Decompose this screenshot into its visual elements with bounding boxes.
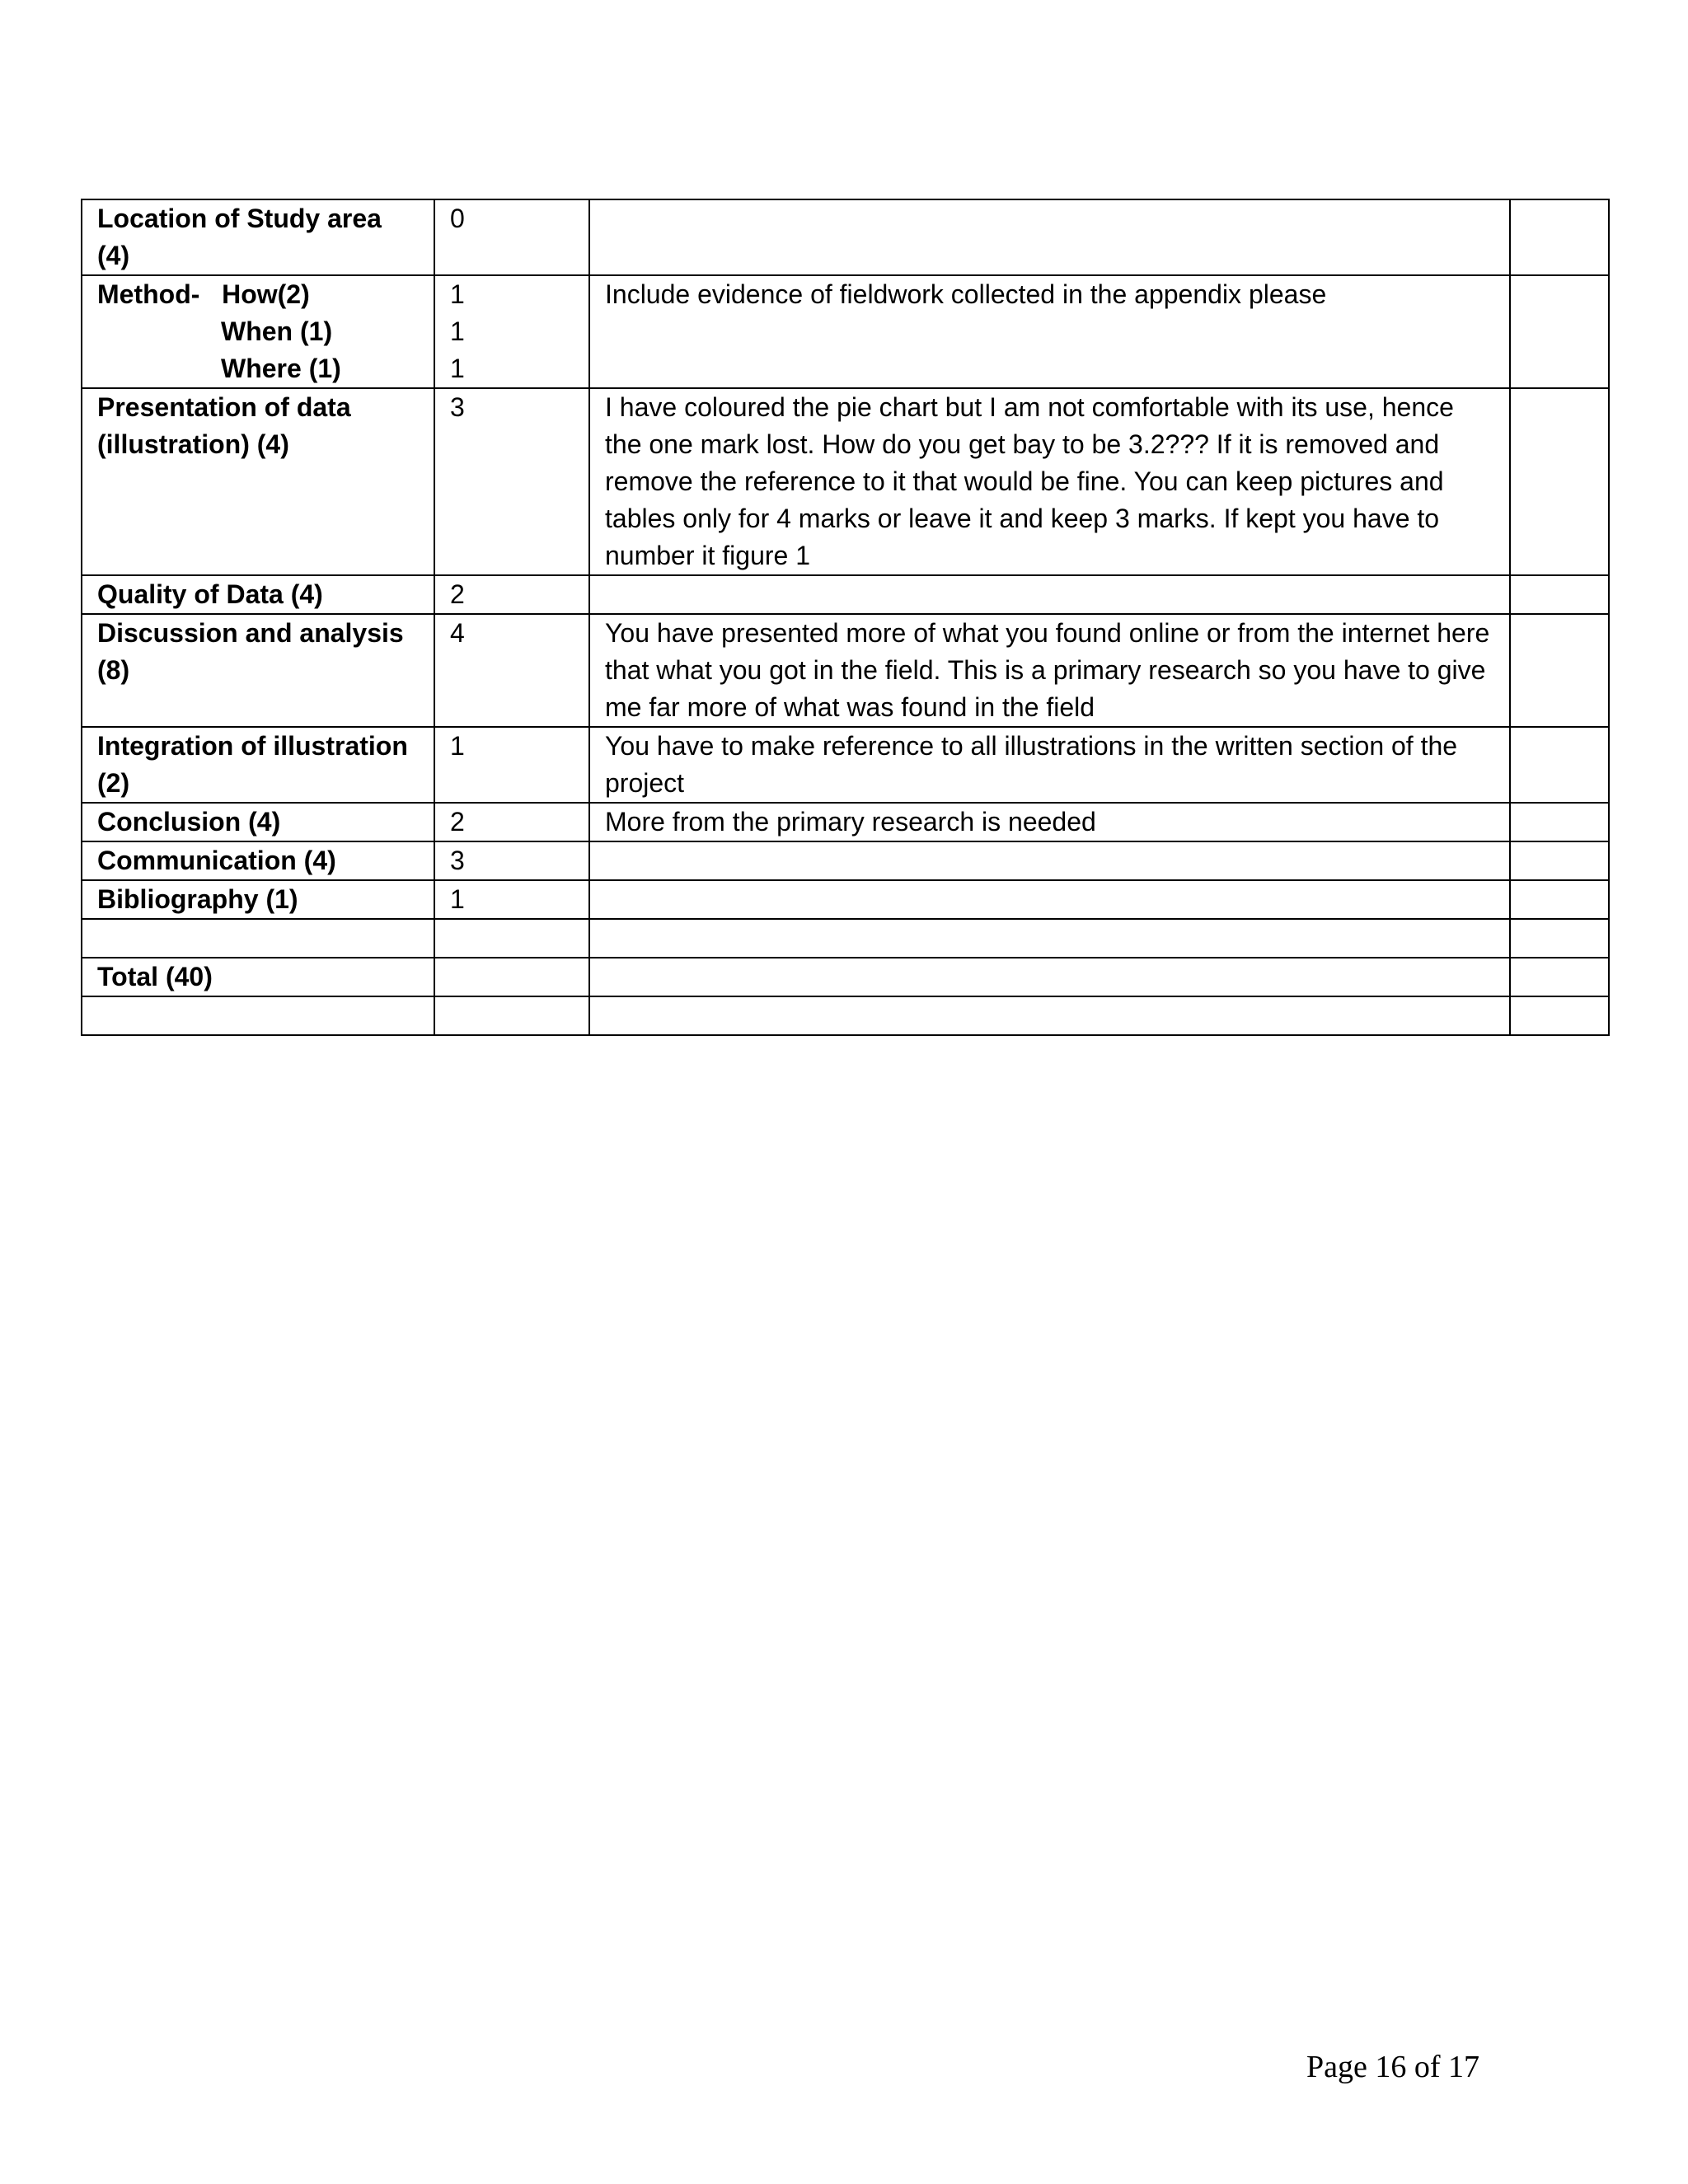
table-row <box>82 803 1609 841</box>
criterion-cell <box>82 996 434 1035</box>
comment-cell <box>589 880 1510 919</box>
score-where: 1 <box>450 354 465 383</box>
method-where: Where (1) <box>221 354 341 383</box>
method-when: When (1) <box>221 316 333 346</box>
extra-cell <box>1510 958 1609 996</box>
comment-cell <box>589 575 1510 614</box>
table-row <box>82 388 1609 575</box>
extra-cell <box>1510 275 1609 388</box>
criterion-cell: Integration of illustration (2) <box>82 727 434 803</box>
method-head: Method- <box>97 279 200 309</box>
extra-cell <box>1510 575 1609 614</box>
table-row <box>82 727 1609 803</box>
extra-cell <box>1510 841 1609 880</box>
table-row <box>82 880 1609 919</box>
table-row <box>82 919 1609 958</box>
extra-cell <box>1510 727 1609 803</box>
comment-cell: More from the primary research is needed <box>589 803 1510 841</box>
comment-cell <box>589 996 1510 1035</box>
criterion-cell: Discussion and analysis (8) <box>82 614 434 727</box>
criterion-cell: Presentation of data (illustration) (4) <box>82 388 434 575</box>
criterion-cell: Quality of Data (4) <box>82 575 434 614</box>
score-cell <box>434 919 589 958</box>
method-criterion-line <box>97 276 419 313</box>
comment-cell: You have to make reference to all illustrations in the written section of the project <box>589 727 1510 803</box>
score-cell: 2 <box>434 803 589 841</box>
score-cell: 4 <box>434 614 589 727</box>
comment-cell <box>589 958 1510 996</box>
comment-cell <box>589 919 1510 958</box>
extra-cell <box>1510 614 1609 727</box>
score-cell: 1 <box>434 880 589 919</box>
score-cell: 1 <box>434 727 589 803</box>
criterion-cell <box>82 275 434 388</box>
score-cell: 2 <box>434 575 589 614</box>
criterion-cell: Bibliography (1) <box>82 880 434 919</box>
comment-cell: Include evidence of fieldwork collected in the appendix please <box>589 275 1510 388</box>
score-how: 1 <box>450 279 465 309</box>
comment-cell <box>589 841 1510 880</box>
extra-cell <box>1510 880 1609 919</box>
score-cell: 3 <box>434 841 589 880</box>
extra-cell <box>1510 803 1609 841</box>
page-number: Page 16 of 17 <box>1306 2050 1480 2084</box>
table-row <box>82 614 1609 727</box>
method-how: How(2) <box>222 279 310 309</box>
criterion-cell: Total (40) <box>82 958 434 996</box>
score-cell <box>434 275 589 388</box>
criterion-cell: Communication (4) <box>82 841 434 880</box>
criterion-cell: Conclusion (4) <box>82 803 434 841</box>
table-row <box>82 575 1609 614</box>
marking-table <box>81 199 1610 1036</box>
criterion-cell <box>82 919 434 958</box>
table-row <box>82 958 1609 996</box>
comment-cell: I have coloured the pie chart but I am not comfortable with its use, hence the one mark lost. How do you get bay to be 3.2??? If it is removed and remove the reference to it that would be fine. You can keep pictures and tables only for 4 marks or leave it and keep 3 marks. If kept you have to number it figure 1 <box>589 388 1510 575</box>
table-row <box>82 199 1609 275</box>
score-cell <box>434 958 589 996</box>
score-when: 1 <box>450 316 465 346</box>
criterion-cell: Location of Study area (4) <box>82 199 434 275</box>
extra-cell <box>1510 996 1609 1035</box>
table-row <box>82 841 1609 880</box>
comment-cell <box>589 199 1510 275</box>
score-cell: 3 <box>434 388 589 575</box>
extra-cell <box>1510 388 1609 575</box>
score-cell: 0 <box>434 199 589 275</box>
table-row <box>82 996 1609 1035</box>
table-row <box>82 275 1609 388</box>
extra-cell <box>1510 199 1609 275</box>
score-cell <box>434 996 589 1035</box>
comment-cell: You have presented more of what you found online or from the internet here that what you got in the field. This is a primary research so you have to give me far more of what was found in the field <box>589 614 1510 727</box>
extra-cell <box>1510 919 1609 958</box>
